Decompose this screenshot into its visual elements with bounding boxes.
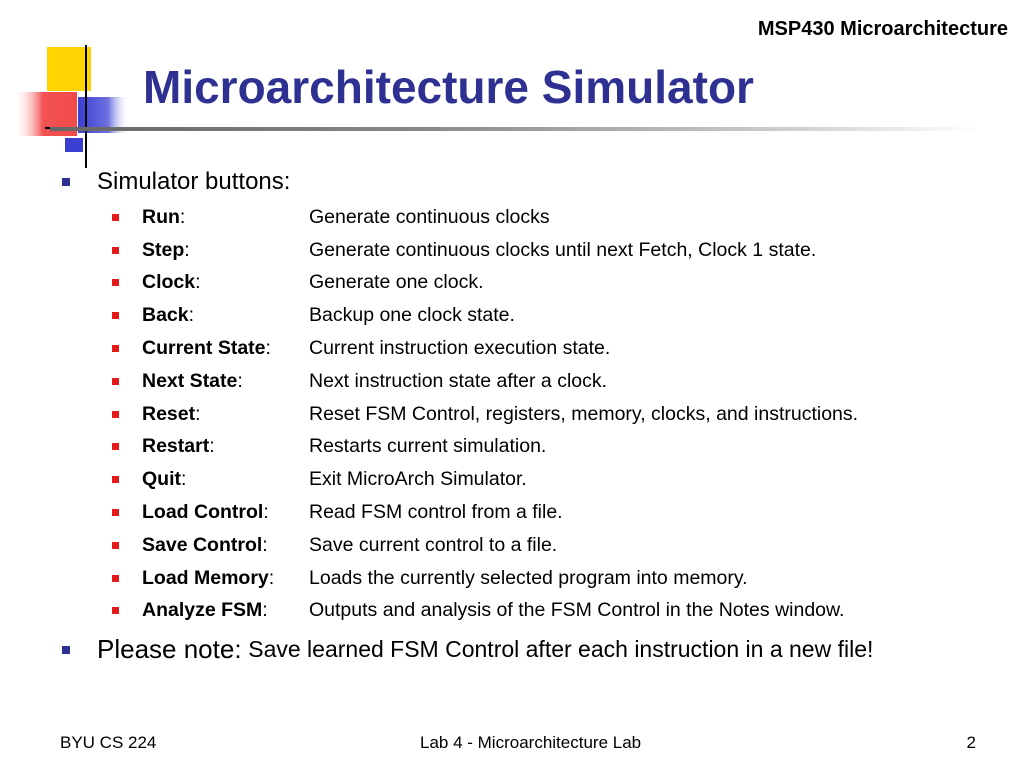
sub-bullet-square-icon xyxy=(112,542,119,549)
sub-bullet-square-icon xyxy=(112,378,119,385)
list-item: Next State: Next instruction state after a clock. xyxy=(112,365,858,398)
sub-bullet-square-icon xyxy=(112,312,119,319)
note-lead: Please note: xyxy=(97,634,242,664)
header-title: MSP430 Microarchitecture xyxy=(757,18,1008,40)
button-name: Restart xyxy=(142,435,210,458)
button-description: Next instruction state after a clock. xyxy=(309,369,608,392)
button-description: Restarts current simulation. xyxy=(309,435,547,458)
button-name: Analyze FSM xyxy=(142,599,263,622)
sub-bullet-square-icon xyxy=(112,214,119,221)
button-description: Current instruction execution state. xyxy=(309,337,611,360)
button-list xyxy=(112,201,858,627)
sub-bullet-square-icon xyxy=(112,279,119,286)
button-description: Save current control to a file. xyxy=(309,533,558,556)
button-description: Generate continuous clocks xyxy=(309,205,550,228)
list-item: Load Memory: Loads the currently selected program into memory. xyxy=(112,562,858,595)
title-underline xyxy=(50,127,980,131)
sub-bullet-square-icon xyxy=(112,575,119,582)
button-description: Generate continuous clocks until next Fetch, Clock 1 state. xyxy=(309,238,817,261)
button-description: Loads the currently selected program into memory. xyxy=(309,566,748,589)
page-number: 2 xyxy=(966,733,976,752)
button-name: Next State xyxy=(142,369,238,392)
button-name: Quit xyxy=(142,468,181,491)
bullet-square-icon xyxy=(62,178,70,186)
list-item: Clock: Generate one clock. xyxy=(112,267,858,300)
sub-bullet-square-icon xyxy=(112,476,119,483)
button-description: Outputs and analysis of the FSM Control in the Notes window. xyxy=(309,599,845,622)
button-name: Clock xyxy=(142,271,196,294)
slide-title: Microarchitecture Simulator xyxy=(143,61,754,113)
button-description: Read FSM control from a file. xyxy=(309,501,563,524)
sub-bullet-square-icon xyxy=(112,443,119,450)
button-name: Current State xyxy=(142,337,266,360)
button-name: Save Control xyxy=(142,533,263,556)
button-description: Backup one clock state. xyxy=(309,304,515,327)
button-description: Reset FSM Control, registers, memory, clocks, and instructions. xyxy=(309,402,859,425)
sub-bullet-square-icon xyxy=(112,247,119,254)
sub-bullet-square-icon xyxy=(112,607,119,614)
footer-center: Lab 4 - Microarchitecture Lab xyxy=(420,733,642,752)
button-name: Run xyxy=(142,205,180,228)
list-item: Quit: Exit MicroArch Simulator. xyxy=(112,463,858,496)
button-name: Step xyxy=(142,238,185,261)
note-body: Save learned FSM Control after each instruction in a new file! xyxy=(248,636,874,662)
list-item: Back: Backup one clock state. xyxy=(112,299,858,332)
list-item: Run: Generate continuous clocks xyxy=(112,201,858,234)
list-item: Save Control: Save current control to a file. xyxy=(112,529,858,562)
section-heading xyxy=(62,168,290,196)
button-name: Back xyxy=(142,304,189,327)
list-item: Restart: Restarts current simulation. xyxy=(112,431,858,464)
button-description: Exit MicroArch Simulator. xyxy=(309,468,527,491)
list-item: Reset: Reset FSM Control, registers, memory, clocks, and instructions. xyxy=(112,398,858,431)
list-item: Current State: Current instruction execution state. xyxy=(112,332,858,365)
footer-left: BYU CS 224 xyxy=(60,733,157,752)
list-item: Analyze FSM: Outputs and analysis of the FSM Control in the Notes window. xyxy=(112,595,858,628)
list-item: Load Control: Read FSM control from a file. xyxy=(112,496,858,529)
note-line xyxy=(62,634,873,665)
section-heading-text: Simulator buttons: xyxy=(97,168,291,195)
button-name: Reset xyxy=(142,402,196,425)
button-description: Generate one clock. xyxy=(309,271,484,294)
button-name: Load Control xyxy=(142,501,264,524)
bullet-square-icon xyxy=(62,646,70,654)
button-name: Load Memory xyxy=(142,566,269,589)
sub-bullet-square-icon xyxy=(112,509,119,516)
sub-bullet-square-icon xyxy=(112,345,119,352)
sub-bullet-square-icon xyxy=(112,411,119,418)
list-item: Step: Generate continuous clocks until next Fetch, Clock 1 state. xyxy=(112,234,858,267)
